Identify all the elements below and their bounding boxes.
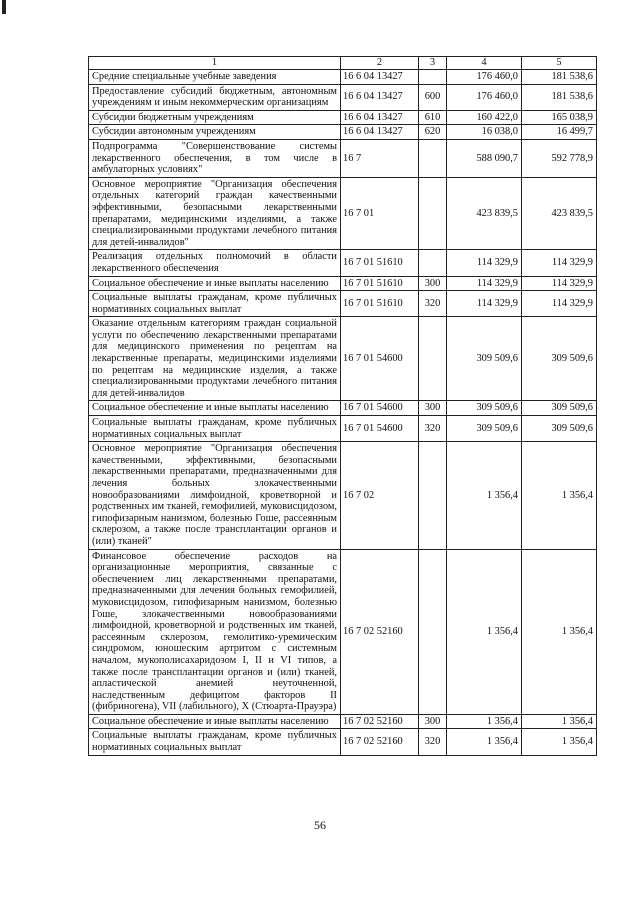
- table-row: [89, 416, 597, 442]
- table-row: [89, 177, 597, 250]
- row-name-cell: Социальное обеспечение и иные выплаты населению: [89, 276, 341, 291]
- header-cell-4: 4: [447, 57, 522, 70]
- row-name-cell: Средние специальные учебные заведения: [89, 70, 341, 85]
- table-row: [89, 442, 597, 549]
- table-header: [89, 57, 597, 70]
- header-cell-1: 1: [89, 57, 341, 70]
- row-value-col5-cell: 592 778,9: [522, 139, 597, 177]
- row-value-col5-cell: 114 329,9: [522, 276, 597, 291]
- row-code-cell: 16 7 01 54600: [341, 416, 419, 442]
- row-expense-type-cell: [419, 442, 447, 549]
- row-value-col4-cell: 176 460,0: [447, 84, 522, 110]
- row-code-cell: 16 7 01 51610: [341, 250, 419, 276]
- row-name-cell: Реализация отдельных полномочий в области лекарственного обеспечения: [89, 250, 341, 276]
- row-expense-type-cell: [419, 317, 447, 401]
- row-value-col4-cell: 114 329,9: [447, 276, 522, 291]
- row-expense-type-cell: 300: [419, 714, 447, 729]
- row-value-col4-cell: 16 038,0: [447, 125, 522, 140]
- header-cell-3: 3: [419, 57, 447, 70]
- row-value-col5-cell: 16 499,7: [522, 125, 597, 140]
- row-name-cell: Социальные выплаты гражданам, кроме публичных нормативных социальных выплат: [89, 416, 341, 442]
- row-value-col4-cell: 423 839,5: [447, 177, 522, 250]
- row-expense-type-cell: 320: [419, 416, 447, 442]
- row-value-col5-cell: 114 329,9: [522, 291, 597, 317]
- table-row: [89, 125, 597, 140]
- row-code-cell: 16 7 01 51610: [341, 291, 419, 317]
- row-code-cell: 16 7: [341, 139, 419, 177]
- row-name-cell: Социальное обеспечение и иные выплаты населению: [89, 714, 341, 729]
- row-value-col5-cell: 181 538,6: [522, 70, 597, 85]
- row-name-cell: Субсидии бюджетным учреждениям: [89, 110, 341, 125]
- row-value-col5-cell: 309 509,6: [522, 416, 597, 442]
- row-value-col5-cell: 1 356,4: [522, 714, 597, 729]
- table-row: [89, 549, 597, 714]
- row-value-col4-cell: 114 329,9: [447, 291, 522, 317]
- table-row: [89, 317, 597, 401]
- row-code-cell: 16 7 02: [341, 442, 419, 549]
- row-value-col4-cell: 309 509,6: [447, 401, 522, 416]
- row-value-col5-cell: 1 356,4: [522, 442, 597, 549]
- table-row: [89, 729, 597, 755]
- row-value-col4-cell: 176 460,0: [447, 70, 522, 85]
- header-cell-5: 5: [522, 57, 597, 70]
- row-expense-type-cell: [419, 250, 447, 276]
- row-expense-type-cell: 300: [419, 276, 447, 291]
- header-row: [89, 57, 597, 70]
- row-value-col4-cell: 1 356,4: [447, 714, 522, 729]
- row-code-cell: 16 7 02 52160: [341, 714, 419, 729]
- page-number: 56: [314, 818, 326, 832]
- row-code-cell: 16 6 04 13427: [341, 110, 419, 125]
- row-value-col5-cell: 1 356,4: [522, 549, 597, 714]
- row-value-col5-cell: 423 839,5: [522, 177, 597, 250]
- row-value-col5-cell: 165 038,9: [522, 110, 597, 125]
- row-value-col4-cell: 1 356,4: [447, 549, 522, 714]
- table-row: [89, 401, 597, 416]
- table-row: [89, 84, 597, 110]
- row-expense-type-cell: [419, 139, 447, 177]
- row-value-col4-cell: 114 329,9: [447, 250, 522, 276]
- row-code-cell: 16 7 02 52160: [341, 729, 419, 755]
- scan-artifact-mark: [2, 0, 6, 14]
- row-expense-type-cell: 320: [419, 729, 447, 755]
- row-value-col5-cell: 309 509,6: [522, 317, 597, 401]
- row-code-cell: 16 6 04 13427: [341, 125, 419, 140]
- row-expense-type-cell: 620: [419, 125, 447, 140]
- row-value-col5-cell: 1 356,4: [522, 729, 597, 755]
- table-body: [89, 70, 597, 756]
- table-row: [89, 110, 597, 125]
- table-row: [89, 276, 597, 291]
- row-value-col5-cell: 114 329,9: [522, 250, 597, 276]
- row-name-cell: Предоставление субсидий бюджетным, автономным учреждениям и иным некоммерческим организациям: [89, 84, 341, 110]
- budget-table: [88, 56, 597, 756]
- row-expense-type-cell: 300: [419, 401, 447, 416]
- row-expense-type-cell: [419, 177, 447, 250]
- row-code-cell: 16 7 01 54600: [341, 317, 419, 401]
- budget-table-container: [88, 56, 596, 756]
- row-name-cell: Оказание отдельным категориям граждан социальной услуги по обеспечению лекарственными препаратами для медицинского применения по рецептам на лекарственные препараты, медицинскими изделиями по рецептам на медицинские изделия, а также специализированными продуктами лечебного питания для детей-инвалидов: [89, 317, 341, 401]
- row-name-cell: Социальные выплаты гражданам, кроме публичных нормативных социальных выплат: [89, 729, 341, 755]
- header-cell-2: 2: [341, 57, 419, 70]
- row-name-cell: Финансовое обеспечение расходов на организационные мероприятия, связанные с обеспечением лиц лекарственными препаратами, предназначенными для лечения больных гемофилией, муковисцидозом, гипофизарным нанизмом, болезнью Гоше, злокачественными новообразованиями лимфоидной, кроветворной и родственных им тканей, рассеянным склерозом, гемолитико-уремическим синдромом, юношеским артритом с системным началом, мукополисахаридозом I, II и VI типов, а также после трансплантации органов и (или) тканей, апластической анемией неуточненной, наследственным дефицитом факторов II (фибриногена), VII (лабильного), X (Стюарта-Прауэра): [89, 549, 341, 714]
- row-expense-type-cell: 320: [419, 291, 447, 317]
- row-name-cell: Основное мероприятие "Организация обеспечения отдельных категорий граждан качественными эффективными, безопасными лекарственными препаратами, медицинскими изделиями, а также специализированными продуктами лечебного питания для детей-инвалидов": [89, 177, 341, 250]
- row-expense-type-cell: 610: [419, 110, 447, 125]
- row-value-col5-cell: 309 509,6: [522, 401, 597, 416]
- row-expense-type-cell: 600: [419, 84, 447, 110]
- row-code-cell: 16 7 01 51610: [341, 276, 419, 291]
- row-name-cell: Социальное обеспечение и иные выплаты населению: [89, 401, 341, 416]
- row-name-cell: Субсидии автономным учреждениям: [89, 125, 341, 140]
- row-value-col4-cell: 588 090,7: [447, 139, 522, 177]
- row-value-col4-cell: 309 509,6: [447, 317, 522, 401]
- row-name-cell: Подпрограмма "Совершенствование системы лекарственного обеспечения, в том числе в амбулаторных условиях": [89, 139, 341, 177]
- table-row: [89, 70, 597, 85]
- row-value-col4-cell: 1 356,4: [447, 442, 522, 549]
- row-value-col4-cell: 1 356,4: [447, 729, 522, 755]
- table-row: [89, 714, 597, 729]
- row-code-cell: 16 7 01: [341, 177, 419, 250]
- table-row: [89, 250, 597, 276]
- row-code-cell: 16 6 04 13427: [341, 84, 419, 110]
- table-row: [89, 291, 597, 317]
- row-value-col5-cell: 181 538,6: [522, 84, 597, 110]
- row-code-cell: 16 7 01 54600: [341, 401, 419, 416]
- table-row: [89, 139, 597, 177]
- row-code-cell: 16 7 02 52160: [341, 549, 419, 714]
- row-expense-type-cell: [419, 549, 447, 714]
- row-name-cell: Основное мероприятие "Организация обеспечения качественными, эффективными, безопасными лекарственными препаратами, предназначенными для лечения больных злокачественными новообразованиями лимфоидной, кроветворной и родственных им тканей, гемофилией, муковисцидозом, гипофизарным нанизмом, болезнью Гоше, рассеянным склерозом, а также после трансплантации органов и (или) тканей": [89, 442, 341, 549]
- row-value-col4-cell: 160 422,0: [447, 110, 522, 125]
- row-code-cell: 16 6 04 13427: [341, 70, 419, 85]
- row-value-col4-cell: 309 509,6: [447, 416, 522, 442]
- row-name-cell: Социальные выплаты гражданам, кроме публичных нормативных социальных выплат: [89, 291, 341, 317]
- row-expense-type-cell: [419, 70, 447, 85]
